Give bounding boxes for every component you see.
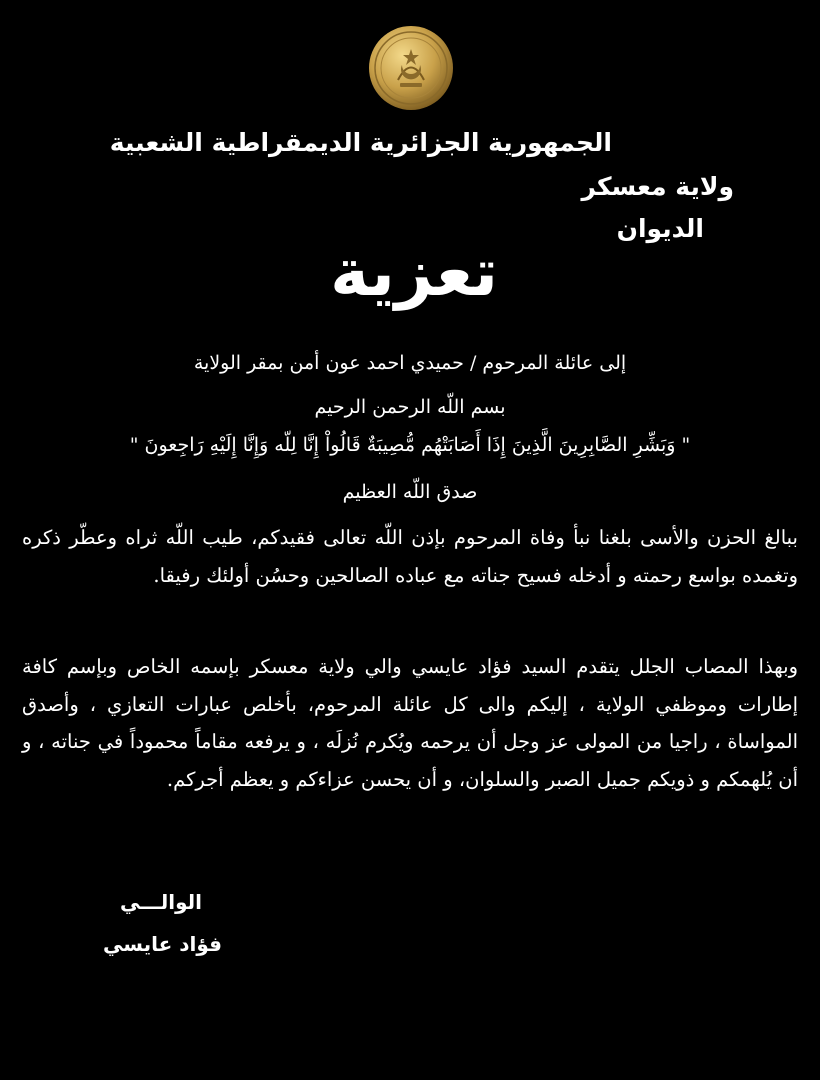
republic-header: الجمهورية الجزائرية الديمقراطية الشعبية — [109, 128, 612, 157]
page-title: تعزية — [330, 234, 498, 311]
diwan-name: الديوان — [616, 214, 704, 243]
algeria-emblem-icon — [368, 25, 454, 111]
basmala-line: بسم اللّه الرحمن الرحيم — [314, 396, 506, 418]
signature-name: فؤاد عايسي — [103, 932, 222, 956]
quran-verse: " وَبَشِّرِ الصَّابِرِينَ الَّذِينَ إِذَا أَصَابَتْهُم مُّصِيبَةٌ قَالُواْ إِنَّا لِلّه وَإِنَّا إِلَيْهِ رَاجِعونَ " — [129, 434, 691, 456]
signature-title: الوالـــي — [119, 890, 202, 914]
condolence-paragraph-1: ببالغ الحزن والأسى بلغنا نبأ وفاة المرحوم بإذن اللّه تعالى فقيدكم، طيب اللّه ثراه وعطّر ذكره وتغمده بواسع رحمته و أدخله فسيح جناته مع عباده الصالحين وحسُن أولئك رفيقا. — [22, 526, 798, 587]
wilaya-name: ولاية معسكر — [581, 172, 734, 201]
condolence-paragraph-2: وبهذا المصاب الجلل يتقدم السيد فؤاد عايسي والي ولاية معسكر بإسمه الخاص وبإسم كافة إطارات وموظفي الولاية ، إليكم والى كل عائلة المرحوم، بأخلص عبارات التعازي ، وأصدق المواساة ، راجيا من المولى عز وجل أن يرحمه ويُكرم نُزلَه ، و يرفعه مقاماً محموداً في جناته ، و أن يُلهمكم و ذويكم جميل الصبر والسلوان، و أن يحسن عزاءكم و يعظم أجركم. — [22, 655, 798, 791]
sadaqa-line: صدق اللّه العظيم — [342, 481, 478, 503]
addressee-line: إلى عائلة المرحوم / حميدي احمد عون أمن بمقر الولاية — [193, 352, 627, 374]
